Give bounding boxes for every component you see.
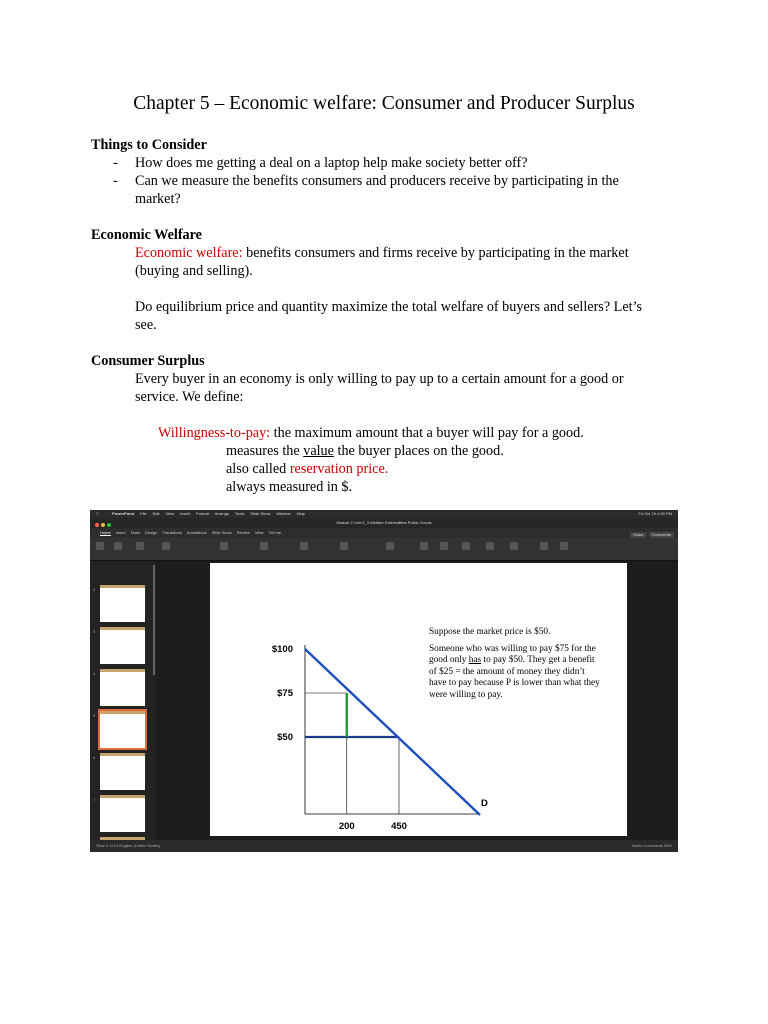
ribbon-tab[interactable]: Insert bbox=[115, 530, 126, 535]
menu-item[interactable]: Tools bbox=[230, 511, 241, 516]
ribbon-tool-icon[interactable] bbox=[486, 542, 494, 550]
ribbon-tool-icon[interactable] bbox=[540, 542, 548, 550]
ribbon-tab[interactable]: Draw bbox=[130, 530, 141, 535]
ribbon-tab[interactable]: Design bbox=[145, 530, 158, 535]
ribbon-tool-icon[interactable] bbox=[136, 542, 144, 550]
ribbon-tab[interactable]: Slide Show bbox=[211, 530, 232, 535]
wtp-line-reservation: also called reservation price. bbox=[226, 461, 389, 477]
ribbon-tab[interactable]: View bbox=[254, 530, 264, 535]
ribbon-tool-icon[interactable] bbox=[560, 542, 568, 550]
quantity-tick-label: 200 bbox=[338, 821, 355, 832]
share-button[interactable]: Share bbox=[630, 532, 647, 538]
slide-number: 6 bbox=[93, 755, 96, 760]
menu-item[interactable]: Edit bbox=[148, 511, 156, 516]
comments-button[interactable]: Comments bbox=[649, 532, 674, 538]
consider-list bbox=[91, 154, 691, 208]
demand-curve-label: D bbox=[481, 798, 488, 809]
menu-item[interactable]: Arrange bbox=[210, 511, 225, 516]
menu-item[interactable]: Insert bbox=[175, 511, 186, 516]
wtp-line-measured: always measured in $. bbox=[226, 479, 353, 495]
term-economic-welfare: Economic welfare: bbox=[135, 245, 243, 261]
slide-thumbnail[interactable] bbox=[100, 795, 145, 832]
slide-number: 3 bbox=[93, 629, 96, 634]
slide-number: 5 bbox=[93, 713, 96, 718]
window-title: Module 2 Unit 5_3 Welfare Externalities Public Goods bbox=[336, 520, 432, 525]
ribbon-toolbar bbox=[90, 538, 678, 561]
thumbnail-scrollbar[interactable] bbox=[153, 565, 155, 675]
slide-number: 4 bbox=[93, 671, 96, 676]
price-tick-label: $100 bbox=[271, 644, 293, 655]
document-body bbox=[91, 136, 691, 496]
list-item: - Can we measure the benefits consumers and producers receive by participating in the market? bbox=[113, 173, 619, 207]
status-left: Slide 5 of 14 English (United States) bbox=[96, 843, 161, 848]
ribbon-tool-icon[interactable] bbox=[96, 542, 104, 550]
ribbon-tool-icon[interactable] bbox=[440, 542, 448, 550]
list-item: - How does me getting a deal on a laptop help make society better off? bbox=[113, 155, 528, 171]
ribbon-tool-icon[interactable] bbox=[510, 542, 518, 550]
menu-item[interactable]: Format bbox=[192, 511, 205, 516]
ribbon-tool-icon[interactable] bbox=[420, 542, 428, 550]
slide-note: Suppose the market price is $50. Someone who was willing to pay $75 for the good only has to pay $50. They get a benefit of $25 = the amount of money they didn’t have to pay because P is lower than what they were willing to pay. bbox=[429, 627, 600, 700]
heading-economic-welfare: Economic Welfare bbox=[91, 227, 202, 243]
status-bar bbox=[90, 840, 678, 852]
term-willingness-to-pay: Willingness-to-pay: bbox=[158, 425, 271, 441]
slide-number: 2 bbox=[93, 587, 96, 592]
ribbon-tool-icon[interactable] bbox=[220, 542, 228, 550]
powerpoint-screenshot bbox=[90, 510, 678, 852]
menu-item[interactable]: File bbox=[136, 511, 143, 516]
ribbon-tool-icon[interactable] bbox=[260, 542, 268, 550]
ribbon-tab[interactable]: Tell me bbox=[268, 530, 282, 535]
ribbon-tool-icon[interactable] bbox=[462, 542, 470, 550]
ribbon-tab[interactable]: Review bbox=[236, 530, 250, 535]
slide-editor bbox=[156, 561, 678, 840]
menu-item[interactable]: Help bbox=[292, 511, 301, 516]
ribbon-tool-icon[interactable] bbox=[340, 542, 348, 550]
slide-thumbnail[interactable] bbox=[100, 585, 145, 622]
wtp-definition: Willingness-to-pay: the maximum amount that a buyer will pay for a good. bbox=[158, 425, 584, 441]
ribbon-tool-icon[interactable] bbox=[162, 542, 170, 550]
status-right: Notes Comments 96% bbox=[631, 843, 672, 848]
ribbon-tabs bbox=[90, 528, 678, 538]
slide-number: 7 bbox=[93, 797, 96, 802]
slide-thumbnail[interactable] bbox=[100, 669, 145, 706]
clock: Fri Oct 19 4:39 PM bbox=[638, 511, 672, 516]
menu-item[interactable]: Slide Show bbox=[246, 511, 267, 516]
page-title: Chapter 5 – Economic welfare: Consumer and Producer Surplus bbox=[133, 93, 635, 114]
ribbon-tool-icon[interactable] bbox=[114, 542, 122, 550]
heading-things-to-consider: Things to Consider bbox=[91, 137, 207, 153]
economic-welfare-definition: Economic welfare: benefits consumers and firms receive by participating in the market (buying and selling). bbox=[135, 245, 629, 279]
equilibrium-question: Do equilibrium price and quantity maximize the total welfare of buyers and sellers? Let’s see. bbox=[135, 299, 643, 333]
wtp-line-value: measures the value the buyer places on the good. bbox=[226, 443, 504, 459]
window-titlebar bbox=[90, 518, 678, 528]
slide-thumbnail[interactable] bbox=[100, 711, 145, 748]
current-slide[interactable] bbox=[210, 563, 627, 836]
quantity-tick-label: 450 bbox=[391, 821, 407, 832]
ribbon-tab[interactable]: Transitions bbox=[162, 530, 182, 535]
apple-icon bbox=[96, 511, 99, 516]
price-tick-label: $50 bbox=[277, 732, 293, 743]
zoom-icon[interactable] bbox=[107, 523, 111, 527]
ribbon-tool-icon[interactable] bbox=[300, 542, 308, 550]
menu-item[interactable]: PowerPoint bbox=[108, 511, 131, 516]
close-icon[interactable] bbox=[95, 523, 99, 527]
consumer-surplus-intro: Every buyer in an economy is only willing to pay up to a certain amount for a good or service. We define: bbox=[135, 371, 624, 405]
price-tick-label: $75 bbox=[277, 688, 293, 699]
menu-item[interactable]: View bbox=[161, 511, 170, 516]
slide-thumbnail[interactable] bbox=[100, 627, 145, 664]
ribbon-tool-icon[interactable] bbox=[386, 542, 394, 550]
ribbon-tab[interactable]: Animations bbox=[186, 530, 207, 535]
slide-thumbnail[interactable] bbox=[100, 753, 145, 790]
slide-thumbnail-panel bbox=[90, 561, 156, 840]
mac-menubar bbox=[90, 510, 678, 518]
minimize-icon[interactable] bbox=[101, 523, 105, 527]
ribbon-tab[interactable]: Home bbox=[100, 530, 111, 535]
heading-consumer-surplus: Consumer Surplus bbox=[91, 353, 205, 369]
menu-item[interactable]: Window bbox=[272, 511, 287, 516]
